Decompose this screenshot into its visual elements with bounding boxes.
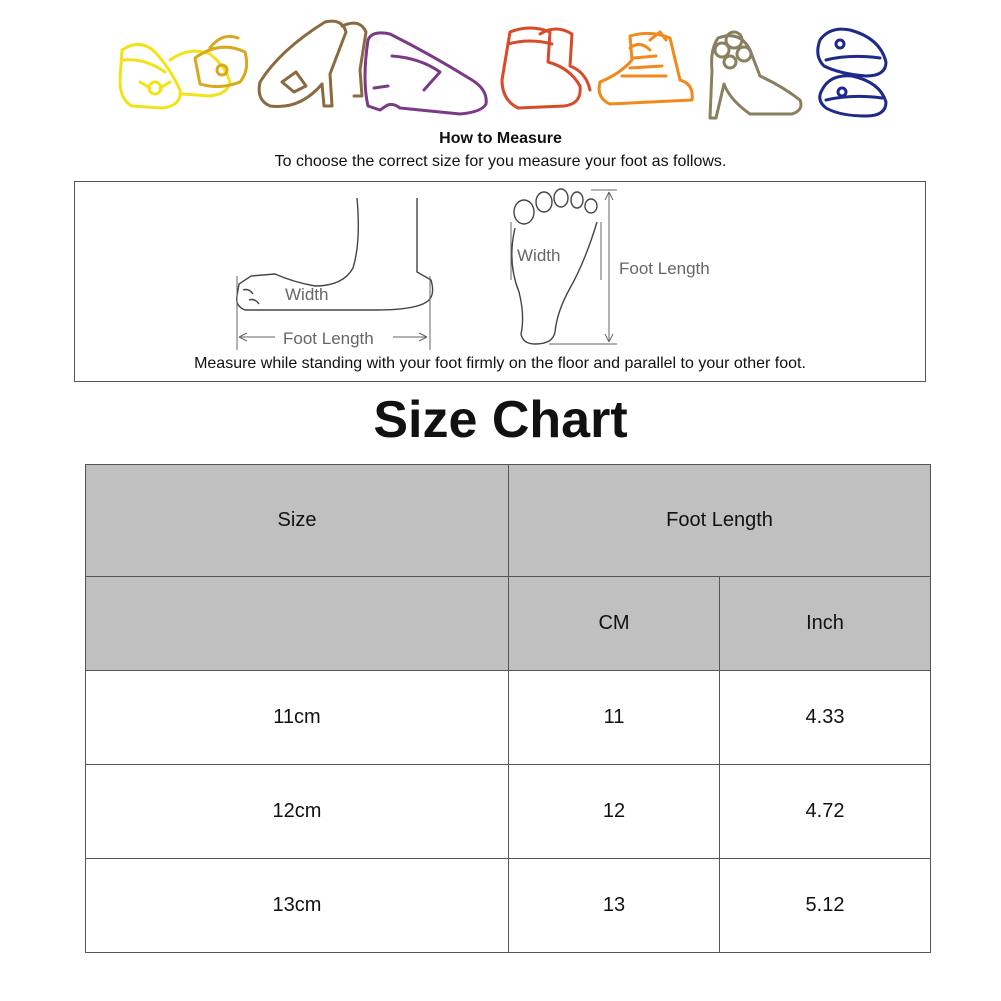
- size-cell: 13cm: [86, 859, 509, 953]
- baby-sandals-icon: [120, 44, 230, 108]
- side-width-label: Width: [285, 285, 329, 304]
- sole-length-label: Foot Length: [619, 259, 710, 278]
- header-size: Size: [86, 465, 509, 577]
- table-row: [86, 671, 931, 765]
- slipper-icon: [818, 29, 886, 116]
- sole-foot-icon: [512, 189, 597, 344]
- inch-cell: 5.12: [720, 859, 931, 953]
- mary-jane-shoe-icon: [195, 36, 247, 86]
- foot-diagrams: [75, 182, 927, 383]
- sole-length-arrow: [549, 190, 617, 344]
- header-cm: CM: [509, 577, 720, 671]
- bow-pump-icon: [259, 21, 366, 106]
- lace-up-boot-icon: [599, 32, 692, 104]
- side-length-label: Foot Length: [283, 329, 374, 348]
- size-chart-title: Size Chart: [373, 391, 628, 449]
- cm-cell: 11: [509, 671, 720, 765]
- table-row: [86, 765, 931, 859]
- cm-cell: 12: [509, 765, 720, 859]
- inch-cell: 4.72: [720, 765, 931, 859]
- side-foot-icon: [237, 198, 433, 310]
- measurement-note: Measure while standing with your foot firmly on the floor and parallel to your other foot.: [194, 355, 806, 372]
- size-chart-table: [85, 464, 931, 953]
- size-cell: 12cm: [86, 765, 509, 859]
- how-to-measure-subtitle: To choose the correct size for you measure your foot as follows.: [274, 153, 727, 170]
- header-foot-length: Foot Length: [509, 465, 931, 577]
- table-row: [86, 859, 931, 953]
- loafer-icon: [365, 33, 486, 114]
- snow-boot-icon: [502, 28, 590, 108]
- header-inch: Inch: [720, 577, 931, 671]
- shoe-icons-banner: [110, 10, 900, 125]
- sole-width-label: Width: [517, 246, 561, 265]
- header-blank: [86, 577, 509, 671]
- inch-cell: 4.33: [720, 671, 931, 765]
- flower-high-heel-icon: [710, 32, 801, 118]
- cm-cell: 13: [509, 859, 720, 953]
- measurement-diagram: [74, 181, 926, 382]
- how-to-measure-title: How to Measure: [439, 130, 562, 147]
- size-cell: 11cm: [86, 671, 509, 765]
